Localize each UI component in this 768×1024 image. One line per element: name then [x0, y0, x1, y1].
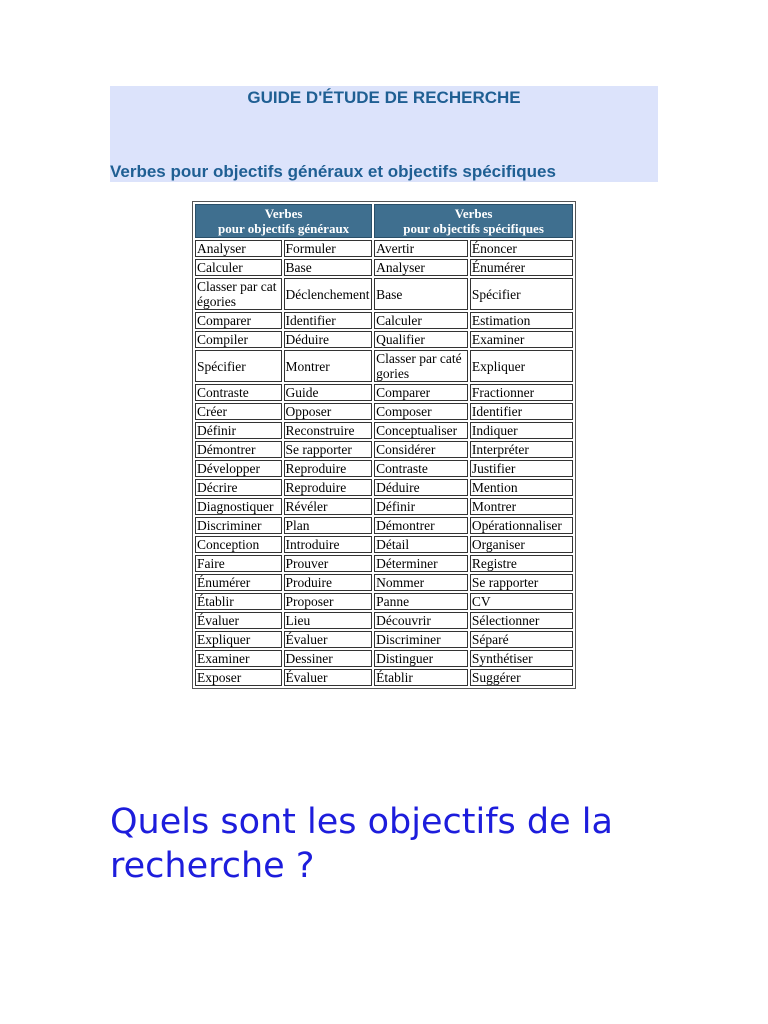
table-cell: Évaluer	[195, 612, 282, 629]
header-specific-objectives	[374, 204, 573, 238]
table-cell: Déduire	[374, 479, 468, 496]
table-cell: Contraste	[195, 384, 282, 401]
table-cell: CV	[470, 593, 573, 610]
table-cell: Faire	[195, 555, 282, 572]
table-cell: Séparé	[470, 631, 573, 648]
table-cell: Montrer	[284, 350, 373, 382]
table-cell: Définir	[195, 422, 282, 439]
table-cell: Contraste	[374, 460, 468, 477]
table-cell: Classer par catégories	[374, 350, 468, 382]
table-cell: Examiner	[195, 650, 282, 667]
table-cell: Révéler	[284, 498, 373, 515]
table-cell: Déduire	[284, 331, 373, 348]
table-cell: Fractionner	[470, 384, 573, 401]
table-cell: Opposer	[284, 403, 373, 420]
table-row	[195, 498, 573, 515]
table-row	[195, 422, 573, 439]
table-cell: Démontrer	[195, 441, 282, 458]
header-general-line2: pour objectifs généraux	[217, 221, 350, 236]
verbs-table-body	[195, 240, 573, 686]
table-cell: Développer	[195, 460, 282, 477]
table-cell: Comparer	[374, 384, 468, 401]
header-specific-line2: pour objectifs spécifiques	[403, 221, 544, 236]
header-specific-line1: Verbes	[454, 206, 493, 221]
page-subtitle: Verbes pour objectifs généraux et objectifs spécifiques	[110, 162, 556, 181]
table-cell: Expliquer	[470, 350, 573, 382]
table-cell: Examiner	[470, 331, 573, 348]
table-row	[195, 384, 573, 401]
table-cell: Identifier	[284, 312, 373, 329]
table-row	[195, 403, 573, 420]
table-cell: Discriminer	[374, 631, 468, 648]
table-cell: Considérer	[374, 441, 468, 458]
table-cell: Détail	[374, 536, 468, 553]
table-cell: Spécifier	[195, 350, 282, 382]
page-title: GUIDE D'ÉTUDE DE RECHERCHE	[247, 88, 521, 107]
table-row	[195, 259, 573, 276]
table-cell: Qualifier	[374, 331, 468, 348]
table-cell: Distinguer	[374, 650, 468, 667]
table-cell: Reproduire	[284, 479, 373, 496]
table-row	[195, 631, 573, 648]
table-row	[195, 669, 573, 686]
table-cell: Proposer	[284, 593, 373, 610]
table-cell: Énoncer	[470, 240, 573, 257]
table-cell: Discriminer	[195, 517, 282, 534]
table-cell: Montrer	[470, 498, 573, 515]
table-cell: Mention	[470, 479, 573, 496]
table-cell: Exposer	[195, 669, 282, 686]
table-cell: Évaluer	[284, 631, 373, 648]
table-cell: Découvrir	[374, 612, 468, 629]
table-cell: Synthétiser	[470, 650, 573, 667]
table-cell: Base	[284, 259, 373, 276]
table-row	[195, 331, 573, 348]
table-row	[195, 460, 573, 477]
table-cell: Registre	[470, 555, 573, 572]
table-cell: Estimation	[470, 312, 573, 329]
title-banner	[110, 86, 658, 182]
table-cell: Prouver	[284, 555, 373, 572]
table-cell: Définir	[374, 498, 468, 515]
table-cell: Calculer	[374, 312, 468, 329]
table-cell: Analyser	[195, 240, 282, 257]
table-cell: Comparer	[195, 312, 282, 329]
table-cell: Justifier	[470, 460, 573, 477]
table-cell: Lieu	[284, 612, 373, 629]
table-cell: Produire	[284, 574, 373, 591]
table-cell: Décrire	[195, 479, 282, 496]
table-cell: Énumérer	[470, 259, 573, 276]
table-cell: Diagnostiquer	[195, 498, 282, 515]
table-row	[195, 278, 573, 310]
table-cell: Identifier	[470, 403, 573, 420]
table-cell: Classer par catégories	[195, 278, 282, 310]
table-cell: Compiler	[195, 331, 282, 348]
table-row	[195, 312, 573, 329]
table-row	[195, 517, 573, 534]
table-cell: Se rapporter	[284, 441, 373, 458]
table-cell: Opérationnaliser	[470, 517, 573, 534]
table-cell: Énumérer	[195, 574, 282, 591]
table-cell: Établir	[195, 593, 282, 610]
table-cell: Évaluer	[284, 669, 373, 686]
table-cell: Introduire	[284, 536, 373, 553]
table-cell: Conceptualiser	[374, 422, 468, 439]
table-cell: Base	[374, 278, 468, 310]
verbs-table	[192, 201, 576, 689]
table-cell: Démontrer	[374, 517, 468, 534]
table-cell: Reconstruire	[284, 422, 373, 439]
table-cell: Dessiner	[284, 650, 373, 667]
table-cell: Avertir	[374, 240, 468, 257]
table-cell: Nommer	[374, 574, 468, 591]
table-row	[195, 350, 573, 382]
table-cell: Expliquer	[195, 631, 282, 648]
table-row	[195, 555, 573, 572]
table-row	[195, 479, 573, 496]
table-cell: Plan	[284, 517, 373, 534]
table-cell: Interpréter	[470, 441, 573, 458]
table-row	[195, 650, 573, 667]
table-cell: Formuler	[284, 240, 373, 257]
table-cell: Analyser	[374, 259, 468, 276]
table-cell: Déclenchement	[284, 278, 373, 310]
table-cell: Conception	[195, 536, 282, 553]
table-row	[195, 593, 573, 610]
header-general-objectives	[195, 204, 372, 238]
table-cell: Reproduire	[284, 460, 373, 477]
table-cell: Déterminer	[374, 555, 468, 572]
table-row	[195, 574, 573, 591]
table-cell: Indiquer	[470, 422, 573, 439]
table-cell: Calculer	[195, 259, 282, 276]
question-heading: Quels sont les objectifs de la recherche ?	[110, 802, 613, 886]
table-header-row	[195, 204, 573, 238]
table-row	[195, 240, 573, 257]
table-row	[195, 612, 573, 629]
table-cell: Panne	[374, 593, 468, 610]
table-cell: Suggérer	[470, 669, 573, 686]
table-cell: Guide	[284, 384, 373, 401]
table-cell: Se rapporter	[470, 574, 573, 591]
table-cell: Établir	[374, 669, 468, 686]
table-cell: Sélectionner	[470, 612, 573, 629]
table-cell: Organiser	[470, 536, 573, 553]
table-cell: Créer	[195, 403, 282, 420]
table-cell: Composer	[374, 403, 468, 420]
table-row	[195, 441, 573, 458]
table-cell: Spécifier	[470, 278, 573, 310]
header-general-line1: Verbes	[264, 206, 303, 221]
table-row	[195, 536, 573, 553]
